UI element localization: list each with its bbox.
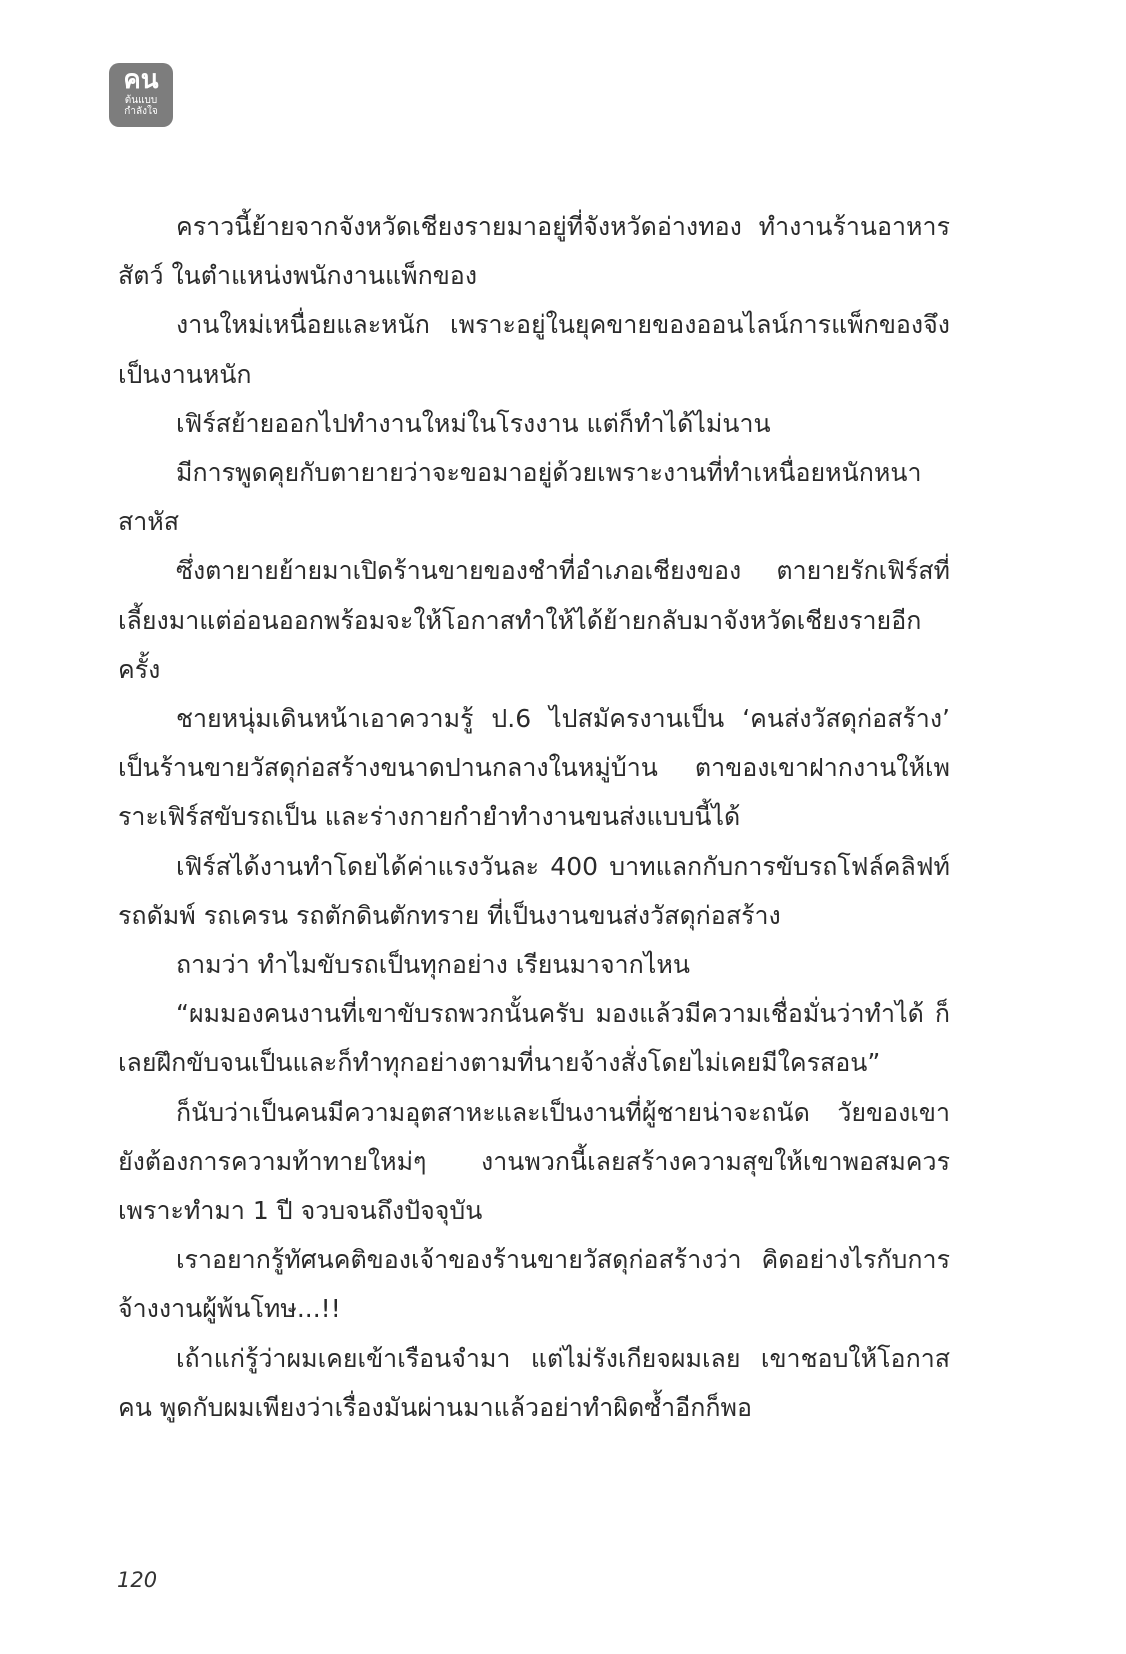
body-text <box>118 202 950 1432</box>
paragraph: “ผมมองคนงานที่เขาขับรถพวกนั้นครับ มองแล้วมีความเชื่อมั่นว่าทำได้ ก็เลยฝึกขับจนเป็นและก็ทำทุกอย่างตามที่นายจ้างสั่งโดยไม่เคยมีใครสอน” <box>118 999 950 1078</box>
paragraph: ชายหนุ่มเดินหน้าเอาความรู้ ป.6 ไปสมัครงานเป็น ‘คนส่งวัสดุก่อสร้าง’ เป็นร้านขายวัสดุก่อสร้างขนาดปานกลางในหมู่บ้าน ตาของเขาฝากงานให้เพราะเฟิร์สขับรถเป็น และร่างกายกำยำทำงานขนส่งแบบนี้ได้ <box>118 704 950 832</box>
paragraph: เราอยากรู้ทัศนคติของเจ้าของร้านขายวัสดุก่อสร้างว่า คิดอย่างไรกับการจ้างงานผู้พ้นโทษ...!! <box>118 1245 950 1324</box>
paragraph: เถ้าแก่รู้ว่าผมเคยเข้าเรือนจำมา แต่ไม่รังเกียจผมเลย เขาชอบให้โอกาสคน พูดกับผมเพียงว่าเรื่องมันผ่านมาแล้วอย่าทำผิดซ้ำอีกก็พอ <box>118 1343 950 1422</box>
paragraph: ก็นับว่าเป็นคนมีความอุตสาหะและเป็นงานที่ผู้ชายน่าจะถนัด วัยของเขายังต้องการความท้าทายใหม่ๆ งานพวกนี้เลยสร้างความสุขให้เขาพอสมควรเพราะทำมา 1 ปี จวบจนถึงปัจจุบัน <box>118 1097 950 1226</box>
logo-subtitle-2: กำลังใจ <box>124 106 158 117</box>
paragraph: ถามว่า ทำไมขับรถเป็นทุกอย่าง เรียนมาจากไหน <box>176 950 690 980</box>
paragraph: งานใหม่เหนื่อยและหนัก เพราะอยู่ในยุคขายของออนไลน์การแพ็กของจึงเป็นงานหนัก <box>118 310 950 389</box>
logo-subtitle-1: ต้นแบบ <box>124 95 158 106</box>
logo-title: คน <box>123 65 159 95</box>
paragraph: มีการพูดคุยกับตายายว่าจะขอมาอยู่ด้วยเพราะงานที่ทำเหนื่อยหนักหนาสาหัส <box>118 458 922 537</box>
page-number: 120 <box>117 1568 158 1592</box>
book-logo <box>109 63 173 127</box>
paragraph: เฟิร์สได้งานทำโดยได้ค่าแรงวันละ 400 บาทแลกกับการขับรถโฟล์คลิฟท์ รถดัมพ์ รถเครน รถตักดินตักทราย ที่เป็นงานขนส่งวัสดุก่อสร้าง <box>118 851 950 930</box>
paragraph: เฟิร์สย้ายออกไปทำงานใหม่ในโรงงาน แต่ก็ทำได้ไม่นาน <box>176 408 771 438</box>
paragraph: ซึ่งตายายย้ายมาเปิดร้านขายของชำที่อำเภอเชียงของ ตายายรักเฟิร์สที่เลี้ยงมาแต่อ่อนออกพร้อมจะให้โอกาสทำให้ได้ย้ายกลับมาจังหวัดเชียงรายอีกครั้ง <box>118 556 950 684</box>
paragraph: คราวนี้ย้ายจากจังหวัดเชียงรายมาอยู่ที่จังหวัดอ่างทอง ทำงานร้านอาหารสัตว์ ในตำแหน่งพนักงานแพ็กของ <box>118 212 950 291</box>
